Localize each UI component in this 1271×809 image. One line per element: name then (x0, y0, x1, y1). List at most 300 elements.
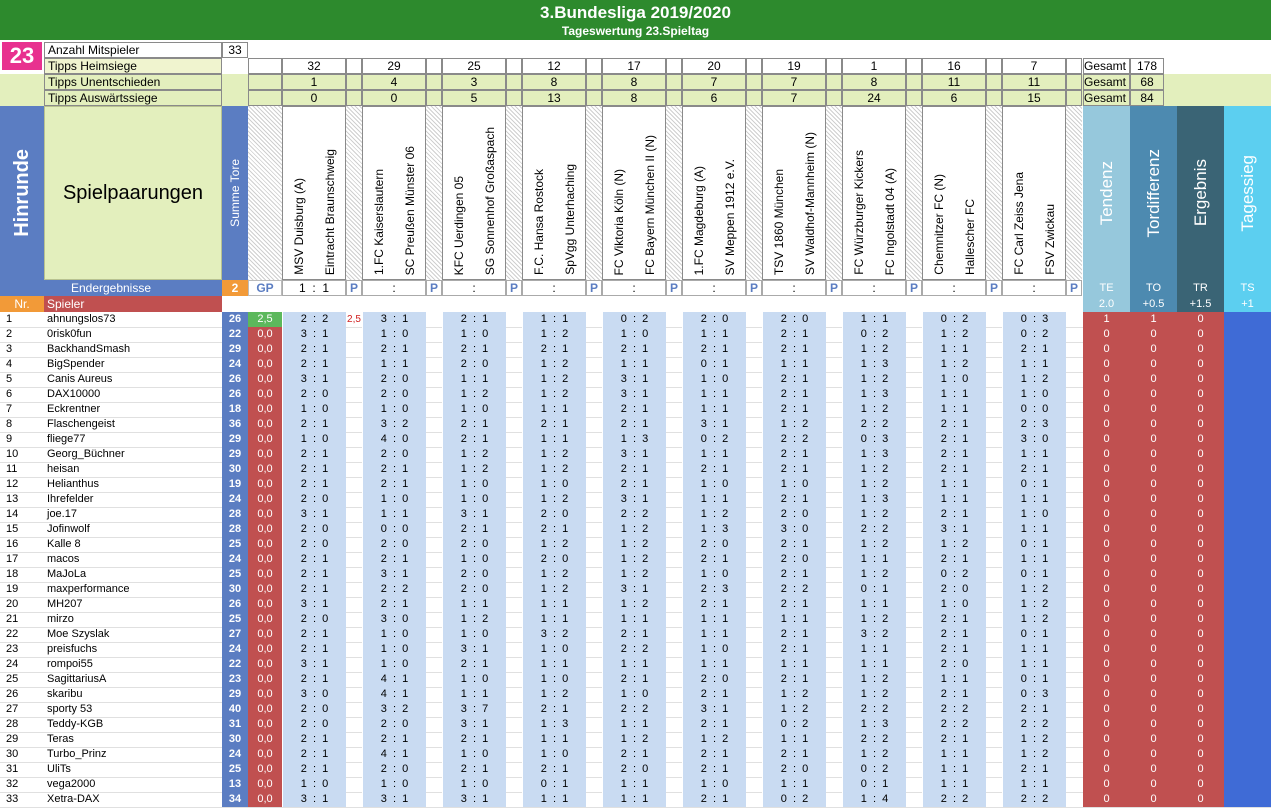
tip-cell[interactable]: 2 : 0 (922, 582, 986, 597)
tip-cell[interactable]: 2 : 1 (762, 747, 826, 762)
tip-cell[interactable]: 0 : 0 (1002, 402, 1066, 417)
tip-cell[interactable]: 1 : 3 (842, 717, 906, 732)
tip-cell[interactable]: 3 : 1 (282, 507, 346, 522)
tip-cell[interactable]: 2 : 1 (602, 747, 666, 762)
tip-cell[interactable]: 2 : 2 (842, 702, 906, 717)
tip-cell[interactable]: 0 : 1 (842, 582, 906, 597)
tip-cell[interactable]: 1 : 0 (362, 327, 426, 342)
tip-cell[interactable]: 0 : 3 (1002, 312, 1066, 327)
player-name[interactable]: sporty 53 (47, 703, 93, 715)
tip-cell[interactable]: 2 : 0 (362, 717, 426, 732)
tip-cell[interactable]: 2 : 1 (362, 342, 426, 357)
tip-cell[interactable]: 0 : 2 (1002, 327, 1066, 342)
tip-cell[interactable]: 2 : 3 (682, 582, 746, 597)
tip-cell[interactable]: 2 : 1 (682, 747, 746, 762)
tip-cell[interactable]: 1 : 2 (842, 477, 906, 492)
tip-cell[interactable]: 3 : 1 (442, 792, 506, 807)
tip-cell[interactable]: 0 : 0 (362, 522, 426, 537)
player-name[interactable]: heisan (47, 463, 80, 475)
tip-cell[interactable]: 0 : 3 (1002, 687, 1066, 702)
tip-cell[interactable]: 2 : 1 (282, 552, 346, 567)
tip-cell[interactable]: 1 : 2 (522, 357, 586, 372)
tip-cell[interactable]: 1 : 2 (842, 372, 906, 387)
tip-cell[interactable]: 2 : 1 (762, 627, 826, 642)
tip-cell[interactable]: 2 : 1 (282, 642, 346, 657)
tip-cell[interactable]: 1 : 2 (602, 597, 666, 612)
tip-cell[interactable]: 1 : 2 (522, 372, 586, 387)
tip-cell[interactable]: 2 : 1 (1002, 762, 1066, 777)
tip-cell[interactable]: 1 : 2 (842, 537, 906, 552)
tip-cell[interactable]: 1 : 1 (522, 792, 586, 807)
tip-cell[interactable]: 2 : 1 (682, 597, 746, 612)
tip-cell[interactable]: 1 : 0 (682, 777, 746, 792)
tip-cell[interactable]: 1 : 2 (762, 702, 826, 717)
tip-cell[interactable]: 1 : 2 (922, 537, 986, 552)
tip-cell[interactable]: 1 : 0 (922, 372, 986, 387)
final-result-input[interactable]: : (522, 280, 586, 296)
tip-cell[interactable]: 1 : 2 (842, 567, 906, 582)
tip-cell[interactable]: 2 : 1 (602, 477, 666, 492)
tip-cell[interactable]: 2 : 1 (762, 402, 826, 417)
tip-cell[interactable]: 1 : 2 (522, 492, 586, 507)
tip-cell[interactable]: 1 : 2 (762, 687, 826, 702)
tip-cell[interactable]: 1 : 0 (282, 402, 346, 417)
tip-cell[interactable]: 0 : 2 (842, 327, 906, 342)
tip-cell[interactable]: 2 : 1 (922, 507, 986, 522)
tip-cell[interactable]: 2 : 1 (922, 462, 986, 477)
tip-cell[interactable]: 2 : 1 (922, 447, 986, 462)
tip-cell[interactable]: 1 : 1 (442, 372, 506, 387)
tip-cell[interactable]: 3 : 1 (282, 657, 346, 672)
tip-cell[interactable]: 2 : 0 (282, 612, 346, 627)
tip-cell[interactable]: 1 : 0 (362, 627, 426, 642)
tip-cell[interactable]: 1 : 1 (602, 717, 666, 732)
tip-cell[interactable]: 2 : 1 (762, 537, 826, 552)
final-result-input[interactable]: : (602, 280, 666, 296)
player-name[interactable]: Moe Szyslak (47, 628, 110, 640)
tip-cell[interactable]: 1 : 2 (522, 582, 586, 597)
tip-cell[interactable]: 2 : 1 (602, 417, 666, 432)
player-name[interactable]: Jofinwolf (47, 523, 90, 535)
tip-cell[interactable]: 1 : 2 (602, 522, 666, 537)
player-name[interactable]: skaribu (47, 688, 83, 700)
tip-cell[interactable]: 1 : 0 (442, 402, 506, 417)
tip-cell[interactable]: 2 : 1 (362, 597, 426, 612)
player-name[interactable]: BackhandSmash (47, 343, 131, 355)
tip-cell[interactable]: 1 : 0 (522, 747, 586, 762)
player-name[interactable]: Eckrentner (47, 403, 101, 415)
tip-cell[interactable]: 2 : 2 (602, 507, 666, 522)
tip-cell[interactable]: 3 : 2 (842, 627, 906, 642)
tip-cell[interactable]: 2 : 1 (922, 732, 986, 747)
tip-cell[interactable]: 2 : 2 (922, 792, 986, 807)
tip-cell[interactable]: 1 : 2 (682, 507, 746, 522)
tip-cell[interactable]: 2 : 0 (762, 762, 826, 777)
tip-cell[interactable]: 1 : 1 (842, 312, 906, 327)
tip-cell[interactable]: 0 : 1 (1002, 567, 1066, 582)
tip-cell[interactable]: 0 : 2 (602, 312, 666, 327)
tip-cell[interactable]: 2 : 1 (282, 567, 346, 582)
tip-cell[interactable]: 1 : 1 (602, 357, 666, 372)
final-result-input[interactable]: 1 : 1 (282, 280, 346, 296)
tip-cell[interactable]: 1 : 3 (842, 447, 906, 462)
player-name[interactable]: UliTs (47, 763, 71, 775)
tip-cell[interactable]: 2 : 1 (282, 342, 346, 357)
tip-cell[interactable]: 3 : 7 (442, 702, 506, 717)
tip-cell[interactable]: 1 : 2 (602, 732, 666, 747)
tip-cell[interactable]: 2 : 2 (762, 582, 826, 597)
tip-cell[interactable]: 1 : 1 (362, 357, 426, 372)
tip-cell[interactable]: 2 : 0 (682, 537, 746, 552)
tip-cell[interactable]: 1 : 3 (682, 522, 746, 537)
tip-cell[interactable]: 1 : 0 (282, 777, 346, 792)
tip-cell[interactable]: 1 : 0 (1002, 507, 1066, 522)
tip-cell[interactable]: 2 : 3 (1002, 417, 1066, 432)
tip-cell[interactable]: 1 : 2 (842, 687, 906, 702)
tip-cell[interactable]: 1 : 2 (522, 687, 586, 702)
tip-cell[interactable]: 2 : 1 (922, 612, 986, 627)
tip-cell[interactable]: 1 : 2 (842, 612, 906, 627)
tip-cell[interactable]: 1 : 0 (442, 672, 506, 687)
tip-cell[interactable]: 1 : 0 (442, 327, 506, 342)
final-result-input[interactable]: : (1002, 280, 1066, 296)
tip-cell[interactable]: 2 : 0 (442, 357, 506, 372)
tip-cell[interactable]: 1 : 0 (762, 477, 826, 492)
tip-cell[interactable]: 2 : 0 (362, 762, 426, 777)
final-result-input[interactable]: : (442, 280, 506, 296)
tip-cell[interactable]: 1 : 1 (522, 432, 586, 447)
tip-cell[interactable]: 1 : 0 (442, 492, 506, 507)
tip-cell[interactable]: 1 : 1 (922, 747, 986, 762)
tip-cell[interactable]: 1 : 1 (602, 657, 666, 672)
tip-cell[interactable]: 3 : 1 (602, 582, 666, 597)
tip-cell[interactable]: 2 : 1 (762, 447, 826, 462)
tip-cell[interactable]: 3 : 1 (362, 792, 426, 807)
tip-cell[interactable]: 1 : 2 (522, 537, 586, 552)
tip-cell[interactable]: 1 : 2 (1002, 597, 1066, 612)
tip-cell[interactable]: 2 : 0 (682, 312, 746, 327)
tip-cell[interactable]: 1 : 1 (1002, 357, 1066, 372)
player-name[interactable]: Ihrefelder (47, 493, 94, 505)
tip-cell[interactable]: 0 : 2 (762, 717, 826, 732)
tip-cell[interactable]: 1 : 1 (682, 657, 746, 672)
tip-cell[interactable]: 1 : 2 (842, 342, 906, 357)
tip-cell[interactable]: 2 : 1 (762, 372, 826, 387)
tip-cell[interactable]: 1 : 1 (522, 312, 586, 327)
tip-cell[interactable]: 2 : 0 (762, 507, 826, 522)
tip-cell[interactable]: 2 : 2 (602, 702, 666, 717)
tip-cell[interactable]: 2 : 1 (282, 417, 346, 432)
tip-cell[interactable]: 2 : 1 (362, 732, 426, 747)
tip-cell[interactable]: 1 : 2 (522, 567, 586, 582)
tip-cell[interactable]: 0 : 1 (1002, 627, 1066, 642)
tip-cell[interactable]: 1 : 1 (442, 687, 506, 702)
tip-cell[interactable]: 0 : 1 (1002, 672, 1066, 687)
tip-cell[interactable]: 2 : 0 (362, 372, 426, 387)
tip-cell[interactable]: 1 : 2 (522, 387, 586, 402)
tip-cell[interactable]: 3 : 1 (442, 642, 506, 657)
tip-cell[interactable]: 2 : 0 (362, 387, 426, 402)
player-name[interactable]: Teddy-KGB (47, 718, 104, 730)
tip-cell[interactable]: 3 : 1 (602, 492, 666, 507)
tip-cell[interactable]: 3 : 2 (362, 417, 426, 432)
tip-cell[interactable]: 1 : 1 (602, 777, 666, 792)
final-result-input[interactable]: : (922, 280, 986, 296)
tip-cell[interactable]: 1 : 0 (442, 477, 506, 492)
tip-cell[interactable]: 1 : 1 (922, 477, 986, 492)
tip-cell[interactable]: 2 : 2 (842, 522, 906, 537)
tip-cell[interactable]: 3 : 0 (762, 522, 826, 537)
player-name[interactable]: Teras (47, 733, 74, 745)
tip-cell[interactable]: 2 : 1 (282, 732, 346, 747)
tip-cell[interactable]: 2 : 1 (682, 342, 746, 357)
final-result-input[interactable]: : (682, 280, 746, 296)
tip-cell[interactable]: 0 : 1 (842, 777, 906, 792)
tip-cell[interactable]: 1 : 2 (602, 567, 666, 582)
tip-cell[interactable]: 1 : 2 (1002, 612, 1066, 627)
tip-cell[interactable]: 0 : 2 (762, 792, 826, 807)
tip-cell[interactable]: 2 : 1 (922, 642, 986, 657)
tip-cell[interactable]: 2 : 2 (1002, 792, 1066, 807)
tip-cell[interactable]: 1 : 1 (442, 597, 506, 612)
tip-cell[interactable]: 0 : 1 (1002, 477, 1066, 492)
tip-cell[interactable]: 2 : 0 (682, 672, 746, 687)
tip-cell[interactable]: 1 : 1 (522, 612, 586, 627)
tip-cell[interactable]: 0 : 2 (842, 762, 906, 777)
tip-cell[interactable]: 1 : 1 (762, 357, 826, 372)
tip-cell[interactable]: 1 : 0 (522, 672, 586, 687)
tip-cell[interactable]: 1 : 3 (842, 492, 906, 507)
tip-cell[interactable]: 2 : 1 (762, 597, 826, 612)
tip-cell[interactable]: 2 : 1 (922, 627, 986, 642)
tip-cell[interactable]: 1 : 1 (922, 672, 986, 687)
tip-cell[interactable]: 3 : 1 (282, 327, 346, 342)
tip-cell[interactable]: 2 : 1 (282, 447, 346, 462)
player-name[interactable]: BigSpender (47, 358, 105, 370)
tip-cell[interactable]: 1 : 2 (1002, 747, 1066, 762)
tip-cell[interactable]: 2 : 1 (442, 417, 506, 432)
tip-cell[interactable]: 1 : 1 (682, 492, 746, 507)
tip-cell[interactable]: 2 : 0 (522, 552, 586, 567)
tip-cell[interactable]: 2 : 1 (762, 672, 826, 687)
tip-cell[interactable]: 2 : 1 (282, 477, 346, 492)
tip-cell[interactable]: 1 : 2 (1002, 732, 1066, 747)
tip-cell[interactable]: 2 : 0 (922, 657, 986, 672)
player-name[interactable]: rompoi55 (47, 658, 93, 670)
tip-cell[interactable]: 1 : 0 (442, 552, 506, 567)
player-name[interactable]: MH207 (47, 598, 83, 610)
tip-cell[interactable]: 2 : 1 (762, 342, 826, 357)
tip-cell[interactable]: 1 : 2 (1002, 372, 1066, 387)
tip-cell[interactable]: 1 : 1 (842, 552, 906, 567)
tip-cell[interactable]: 2 : 2 (1002, 717, 1066, 732)
tip-cell[interactable]: 2 : 1 (522, 702, 586, 717)
tip-cell[interactable]: 1 : 1 (842, 597, 906, 612)
tip-cell[interactable]: 2 : 1 (602, 627, 666, 642)
tip-cell[interactable]: 2 : 1 (442, 657, 506, 672)
tip-cell[interactable]: 2 : 0 (442, 537, 506, 552)
tip-cell[interactable]: 1 : 0 (282, 432, 346, 447)
tip-cell[interactable]: 1 : 1 (522, 402, 586, 417)
tip-cell[interactable]: 2 : 1 (522, 417, 586, 432)
tip-cell[interactable]: 1 : 4 (842, 792, 906, 807)
tip-cell[interactable]: 2 : 1 (282, 627, 346, 642)
tip-cell[interactable]: 1 : 1 (762, 777, 826, 792)
tip-cell[interactable]: 1 : 1 (522, 657, 586, 672)
tip-cell[interactable]: 1 : 1 (1002, 552, 1066, 567)
tip-cell[interactable]: 2 : 1 (762, 387, 826, 402)
tip-cell[interactable]: 2 : 2 (762, 432, 826, 447)
tip-cell[interactable]: 2 : 1 (282, 462, 346, 477)
tip-cell[interactable]: 2 : 1 (282, 747, 346, 762)
tip-cell[interactable]: 0 : 1 (1002, 537, 1066, 552)
tip-cell[interactable]: 1 : 2 (1002, 582, 1066, 597)
tip-cell[interactable]: 1 : 1 (762, 612, 826, 627)
tip-cell[interactable]: 1 : 2 (522, 462, 586, 477)
final-result-input[interactable]: : (362, 280, 426, 296)
tip-cell[interactable]: 3 : 1 (682, 702, 746, 717)
player-name[interactable]: fliege77 (47, 433, 86, 445)
player-name[interactable]: maxperformance (47, 583, 130, 595)
tip-cell[interactable]: 3 : 1 (602, 387, 666, 402)
tip-cell[interactable]: 2 : 1 (1002, 702, 1066, 717)
tip-cell[interactable]: 0 : 2 (922, 567, 986, 582)
tip-cell[interactable]: 2 : 0 (282, 522, 346, 537)
tip-cell[interactable]: 3 : 1 (442, 507, 506, 522)
tip-cell[interactable]: 1 : 2 (442, 447, 506, 462)
player-name[interactable]: preisfuchs (47, 643, 98, 655)
tip-cell[interactable]: 1 : 3 (842, 387, 906, 402)
tip-cell[interactable]: 2 : 1 (362, 552, 426, 567)
tip-cell[interactable]: 1 : 1 (362, 507, 426, 522)
player-name[interactable]: Helianthus (47, 478, 99, 490)
tip-cell[interactable]: 1 : 1 (1002, 657, 1066, 672)
tip-cell[interactable]: 3 : 0 (1002, 432, 1066, 447)
tip-cell[interactable]: 1 : 0 (442, 747, 506, 762)
tip-cell[interactable]: 4 : 1 (362, 747, 426, 762)
tip-cell[interactable]: 1 : 3 (522, 717, 586, 732)
tip-cell[interactable]: 1 : 0 (362, 777, 426, 792)
tip-cell[interactable]: 0 : 2 (682, 432, 746, 447)
tip-cell[interactable]: 1 : 3 (602, 432, 666, 447)
tip-cell[interactable]: 2 : 1 (922, 432, 986, 447)
tip-cell[interactable]: 2 : 1 (682, 687, 746, 702)
tip-cell[interactable]: 2 : 1 (442, 762, 506, 777)
tip-cell[interactable]: 3 : 1 (362, 312, 426, 327)
tip-cell[interactable]: 1 : 1 (762, 732, 826, 747)
tip-cell[interactable]: 0 : 1 (682, 357, 746, 372)
tip-cell[interactable]: 1 : 1 (922, 402, 986, 417)
tip-cell[interactable]: 1 : 2 (442, 462, 506, 477)
tip-cell[interactable]: 2 : 1 (1002, 342, 1066, 357)
tip-cell[interactable]: 1 : 1 (682, 327, 746, 342)
tip-cell[interactable]: 1 : 2 (442, 612, 506, 627)
final-result-input[interactable]: : (842, 280, 906, 296)
tip-cell[interactable]: 1 : 1 (842, 657, 906, 672)
tip-cell[interactable]: 0 : 1 (522, 777, 586, 792)
tip-cell[interactable]: 2 : 0 (442, 582, 506, 597)
tip-cell[interactable]: 2 : 0 (282, 717, 346, 732)
tip-cell[interactable]: 2 : 0 (282, 492, 346, 507)
tip-cell[interactable]: 3 : 1 (362, 567, 426, 582)
tip-cell[interactable]: 2 : 1 (442, 732, 506, 747)
tip-cell[interactable]: 2 : 0 (362, 447, 426, 462)
tip-cell[interactable]: 1 : 0 (522, 477, 586, 492)
player-name[interactable]: Canis Aureus (47, 373, 113, 385)
player-name[interactable]: DAX10000 (47, 388, 101, 400)
tip-cell[interactable]: 2 : 1 (282, 762, 346, 777)
tip-cell[interactable]: 4 : 0 (362, 432, 426, 447)
tip-cell[interactable]: 1 : 1 (922, 762, 986, 777)
tip-cell[interactable]: 1 : 1 (922, 342, 986, 357)
tip-cell[interactable]: 2 : 1 (762, 327, 826, 342)
tip-cell[interactable]: 3 : 1 (682, 417, 746, 432)
player-name[interactable]: macos (47, 553, 80, 565)
tip-cell[interactable]: 1 : 0 (442, 777, 506, 792)
tip-cell[interactable]: 2 : 1 (362, 477, 426, 492)
tip-cell[interactable]: 2 : 0 (282, 387, 346, 402)
tip-cell[interactable]: 2 : 2 (362, 582, 426, 597)
tip-cell[interactable]: 1 : 1 (1002, 492, 1066, 507)
tip-cell[interactable]: 2 : 0 (282, 702, 346, 717)
tip-cell[interactable]: 1 : 2 (522, 327, 586, 342)
tip-cell[interactable]: 2 : 2 (842, 732, 906, 747)
tip-cell[interactable]: 3 : 2 (522, 627, 586, 642)
tip-cell[interactable]: 3 : 1 (602, 447, 666, 462)
tip-cell[interactable]: 1 : 1 (522, 597, 586, 612)
tip-cell[interactable]: 2 : 1 (282, 672, 346, 687)
tip-cell[interactable]: 2 : 1 (522, 522, 586, 537)
tip-cell[interactable]: 1 : 0 (602, 687, 666, 702)
tip-cell[interactable]: 1 : 1 (922, 387, 986, 402)
player-name[interactable]: SagittariusA (47, 673, 107, 685)
tip-cell[interactable]: 1 : 0 (442, 627, 506, 642)
tip-cell[interactable]: 2 : 1 (282, 357, 346, 372)
tip-cell[interactable]: 1 : 3 (842, 357, 906, 372)
tip-cell[interactable]: 1 : 1 (682, 402, 746, 417)
tip-cell[interactable]: 2 : 1 (602, 402, 666, 417)
tip-cell[interactable]: 1 : 2 (842, 462, 906, 477)
player-name[interactable]: MaJoLa (47, 568, 87, 580)
tip-cell[interactable]: 1 : 2 (842, 747, 906, 762)
tip-cell[interactable]: 1 : 0 (682, 567, 746, 582)
tip-cell[interactable]: 1 : 0 (602, 327, 666, 342)
tip-cell[interactable]: 2 : 1 (602, 672, 666, 687)
tip-cell[interactable]: 1 : 0 (1002, 387, 1066, 402)
tip-cell[interactable]: 1 : 2 (602, 537, 666, 552)
tip-cell[interactable]: 2 : 1 (922, 552, 986, 567)
tip-cell[interactable]: 1 : 1 (1002, 642, 1066, 657)
tip-cell[interactable]: 2 : 2 (602, 642, 666, 657)
tip-cell[interactable]: 0 : 2 (922, 312, 986, 327)
tip-cell[interactable]: 1 : 1 (762, 657, 826, 672)
tip-cell[interactable]: 3 : 0 (282, 687, 346, 702)
player-name[interactable]: Kalle 8 (47, 538, 81, 550)
tip-cell[interactable]: 2 : 1 (762, 492, 826, 507)
player-name[interactable]: Flaschengeist (47, 418, 115, 430)
tip-cell[interactable]: 1 : 1 (682, 387, 746, 402)
tip-cell[interactable]: 2 : 1 (282, 582, 346, 597)
tip-cell[interactable]: 1 : 1 (682, 447, 746, 462)
tip-cell[interactable]: 2 : 1 (762, 642, 826, 657)
tip-cell[interactable]: 1 : 1 (1002, 777, 1066, 792)
tip-cell[interactable]: 1 : 0 (682, 477, 746, 492)
tip-cell[interactable]: 1 : 0 (362, 402, 426, 417)
tip-cell[interactable]: 2 : 1 (442, 432, 506, 447)
tip-cell[interactable]: 2 : 1 (442, 342, 506, 357)
tip-cell[interactable]: 1 : 2 (842, 672, 906, 687)
tip-cell[interactable]: 2 : 1 (682, 717, 746, 732)
